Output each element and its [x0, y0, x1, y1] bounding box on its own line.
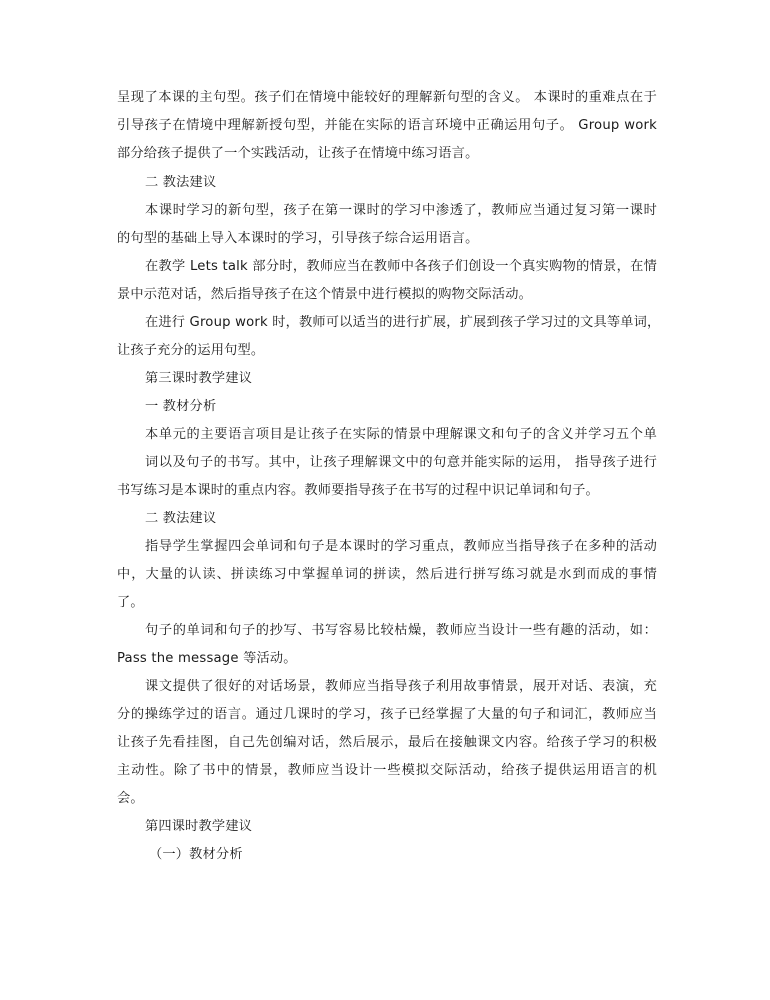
- text-line: 本课时学习的新句型，孩子在第一课时的学习中渗透了，教师应当通过复习第一课时: [145, 203, 657, 218]
- text-line: 第三课时教学建议: [145, 371, 253, 386]
- text-line: 部分给孩子提供了一个实践活动，让孩子在情境中练习语言。: [117, 146, 479, 161]
- text-line: 课文提供了很好的对话场景，教师应当指导孩子利用故事情景，展开对话、表演，充: [145, 679, 657, 694]
- text-line: 二 教法建议: [145, 511, 217, 526]
- text-line: 分的操练学过的语言。通过几课时的学习，孩子已经掌握了大量的句子和词汇，教师应当: [117, 707, 657, 722]
- text-line: 一 教材分析: [145, 399, 217, 414]
- text-line: 主动性。除了书中的情景，教师应当设计一些模拟交际活动，给孩子提供运用语言的机: [117, 763, 657, 778]
- text-line: 景中示范对话，然后指导孩子在这个情景中进行模拟的购物交际活动。: [117, 287, 533, 302]
- text-line: 词以及句子的书写。其中，让孩子理解课文中的句意并能实际的运用， 指导孩子进行: [145, 455, 657, 470]
- text-line: 让孩子充分的运用句型。: [117, 343, 265, 358]
- text-line: 了。: [117, 595, 144, 610]
- text-line: 书写练习是本课时的重点内容。教师要指导孩子在书写的过程中识记单词和句子。: [117, 483, 599, 498]
- text-line: 呈现了本课的主句型。孩子们在情境中能较好的理解新句型的含义。 本课时的重难点在于: [117, 90, 657, 105]
- text-line: 的句型的基础上导入本课时的学习，引导孩子综合运用语言。: [117, 231, 479, 246]
- text-line: Pass the message 等活动。: [117, 651, 297, 666]
- text-line: 会。: [117, 791, 144, 806]
- text-line: 第四课时教学建议: [145, 819, 253, 834]
- text-line: （一）教材分析: [149, 847, 243, 862]
- text-line: 指导学生掌握四会单词和句子是本课时的学习重点，教师应当指导孩子在多种的活动: [145, 539, 657, 554]
- text-line: 引导孩子在情境中理解新授句型，并能在实际的语言环境中正确运用句子。 Group work: [117, 118, 657, 133]
- text-line: 句子的单词和句子的抄写、书写容易比较枯燥，教师应当设计一些有趣的活动，如：: [145, 623, 657, 638]
- text-line: 本单元的主要语言项目是让孩子在实际的情景中理解课文和句子的含义并学习五个单: [145, 427, 657, 442]
- text-line: 中，大量的认读、拼读练习中掌握单词的拼读，然后进行拼写练习就是水到而成的事情: [117, 567, 657, 582]
- text-line: 在进行 Group work 时，教师可以适当的进行扩展，扩展到孩子学习过的文具等单词，: [145, 315, 661, 330]
- text-line: 让孩子先看挂图，自己先创编对话，然后展示，最后在接触课文内容。给孩子学习的积极: [117, 735, 657, 750]
- text-line: 二 教法建议: [145, 175, 217, 190]
- text-line: 在教学 Lets talk 部分时，教师应当在教师中各孩子们创设一个真实购物的情景，在情: [145, 259, 657, 274]
